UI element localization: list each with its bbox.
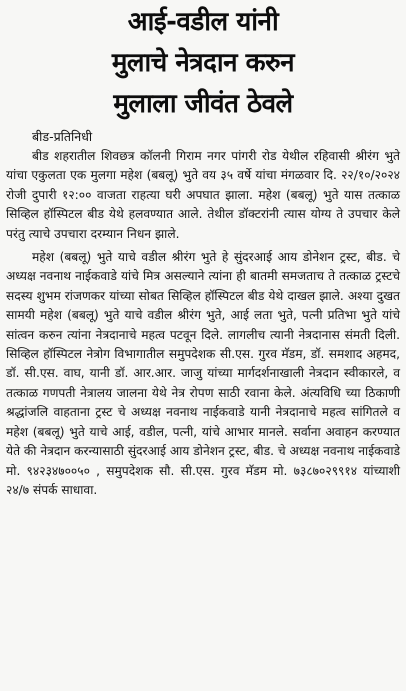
- byline: बीड-प्रतिनिधी: [32, 129, 93, 144]
- headline: [6, 0, 400, 125]
- headline-line-1: आई-वडील यांनी: [127, 7, 279, 37]
- article-body: [6, 147, 400, 500]
- headline-line-3: मुलाला जीवंत ठेवले: [113, 89, 293, 119]
- article-paragraph-2: महेश (बबलू) भुते याचे वडील श्रीरंग भुते हे सुंदरआई आय डोनेशन ट्रस्ट, बीड. चे अध्यक्ष नवनाथ नाईकवाडे यांचे मित्र असल्याने त्यांना ही बातमी समजताच ते तत्काळ ट्रस्टचे सदस्य शुभम रांजणकर यांच्या सोबत सिव्हिल हॉस्पिटल बीड येथे दाखल झाले. अश्या दुखत सामयी महेश (बबलू) भुते याचे वडील श्रीरंग भुते, आई लता भुते, पत्नी प्रतिभा भुते यांचे सांत्वन करुन त्यांना नेत्रदानाचे महत्व पटवून दिले. लागलीच त्यानी नेत्रदानास संमती दिली. सिव्हिल हॉस्पिटल नेत्रोग विभागातील समुपदेशक सी.एस. गुरव मॅडम, डॉ. समशाद अहमद, डॉ. सी.एस. वाघ, यानी डॉ. आर.आर. जाजु यांच्या मार्गदर्शनाखाली नेत्रदान स्वीकारले, व तत्काळ गणपती नेत्रालय जालना येथे नेत्र रोपण साठी रवाना केले. अंत्यविधि च्या ठिकाणी श्रद्धांजलि वाहताना ट्रस्ट चे अध्यक्ष नवनाथ नाईकवाडे यानी नेत्रदानाचे महत्व सांगितले व महेश (बबलू) भुते याचे आई, वडील, पत्नी, यांचे आभार मानले. सर्वाना अवाहन करण्यात येते की नेत्रदान करन्यासाठी सुंदरआई आय डोनेशन ट्रस्ट, बीड. चे अध्यक्ष नवनाथ नाईकवाडे मो. ९४२३४७००५० , समुपदेशक सौ. सी.एस. गुरव मॅडम मो. ७३८७०२९९१४ यांच्याशी २४/७ संपर्क साधावा.: [6, 250, 400, 497]
- article-paragraph-1: बीड शहरातील शिवछत्र कॉलनी गिराम नगर पांगरी रोड येथील रहिवासी श्रीरंग भुते यांचा एकुलता एक मुलगा महेश (बबलू) भुते वय ३५ वर्षे यांचा मंगळवार दि. २२/१०/२०२४ रोजी दुपारी १२:०० वाजता राहत्या घरी अपघात झाला. महेश (बबलू) भुते यास तत्काळ सिव्हिल हॉस्पिटल बीड येथे हलवण्यात आले. तेथील डॉक्टरांनी त्यास योग्य ते उपचार केले परंतु त्याचे उपचारा दरम्यान निधन झाले.: [6, 149, 400, 241]
- headline-line-2: मुलाचे नेत्रदान करुन: [111, 48, 295, 78]
